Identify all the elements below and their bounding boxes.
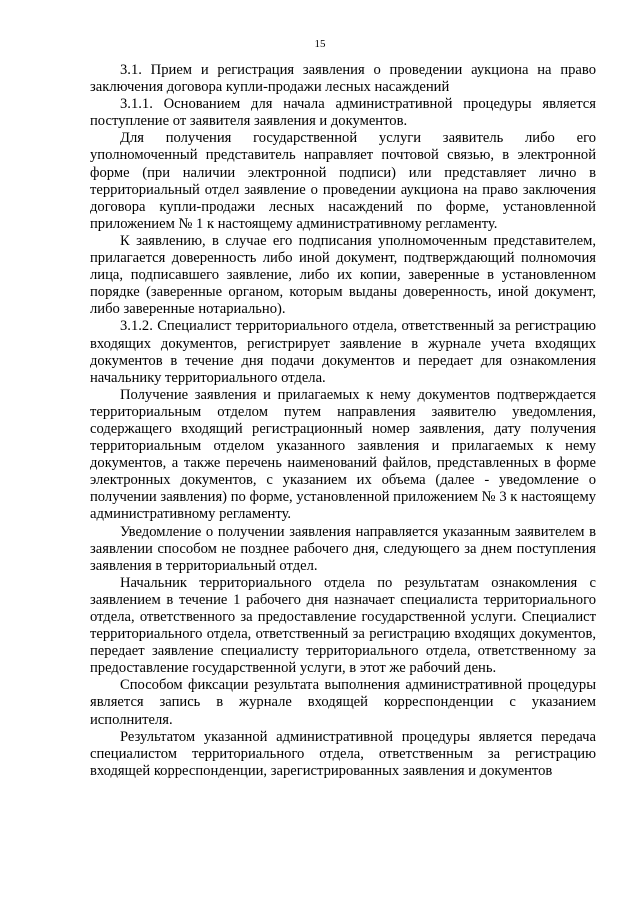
paragraph-3-1-2: 3.1.2. Специалист территориального отдела, ответственный за регистрацию входящих документов, регистрирует заявление в журнале учета входящих документов в течение дня подачи документов и передает для ознакомления начальнику территориального отдела.	[90, 318, 596, 386]
paragraph-attachments: К заявлению, в случае его подписания уполномоченным представителем, прилагается доверенность либо иной документ, подтверждающий полномочия лица, подписавшего заявление, либо их копии, заверенные в установленном порядке (заверенные органом, которым выданы доверенность, иной документ, либо заверенные нотариально).	[90, 232, 596, 318]
page-number: 15	[314, 38, 326, 50]
paragraph-result: Результатом указанной административной процедуры является передача специалистом территориального отдела, ответственным за регистрацию входящей корреспонденции, зарегистрированных заявления и документов	[90, 728, 596, 779]
paragraph-3-1-1: 3.1.1. Основанием для начала административной процедуры является поступление от заявителя заявления и документов.	[90, 96, 596, 130]
document-body	[90, 62, 596, 780]
paragraph-recording-method: Способом фиксации результата выполнения административной процедуры является запись в журнале входящей корреспонденции с указанием исполнителя.	[90, 677, 596, 728]
paragraph-head-of-department: Начальник территориального отдела по результатам ознакомления с заявлением в течение 1 рабочего дня назначает специалиста территориального отдела, ответственного за предоставление государственной услуги. Специалист территориального отдела, ответственный за регистрацию входящих документов, передает заявление специалисту территориального отдела, ответственному за предоставление государственной услуги, в этот же рабочий день.	[90, 574, 596, 677]
paragraph-submission: Для получения государственной услуги заявитель либо его уполномоченный представитель направляет почтовой связью, в электронной форме (при наличии электронной подписи) или представляет лично в территориальный отдел заявление о проведении аукциона на право заключения договора купли-продажи лесных насаждений по форме, установленной приложением № 1 к настоящему административному регламенту.	[90, 130, 596, 232]
paragraph-receipt-confirmation: Получение заявления и прилагаемых к нему документов подтверждается территориальным отделом путем направления заявителю уведомления, содержащего входящий регистрационный номер заявления, дату получения территориальным отделом указанного заявления и прилагаемых к нему документов, а также перечень наименований файлов, представленных в форме электронных документов, с указанием их объема (далее - уведомление о получении заявления) по форме, установленной приложением № 3 к настоящему административному регламенту.	[90, 386, 596, 523]
paragraph-notification: Уведомление о получении заявления направляется указанным заявителем в заявлении способом не позднее рабочего дня, следующего за днем поступления заявления в территориальный отдел.	[90, 523, 596, 574]
paragraph-3-1: 3.1. Прием и регистрация заявления о проведении аукциона на право заключения договора купли-продажи лесных насаждений	[90, 62, 596, 96]
